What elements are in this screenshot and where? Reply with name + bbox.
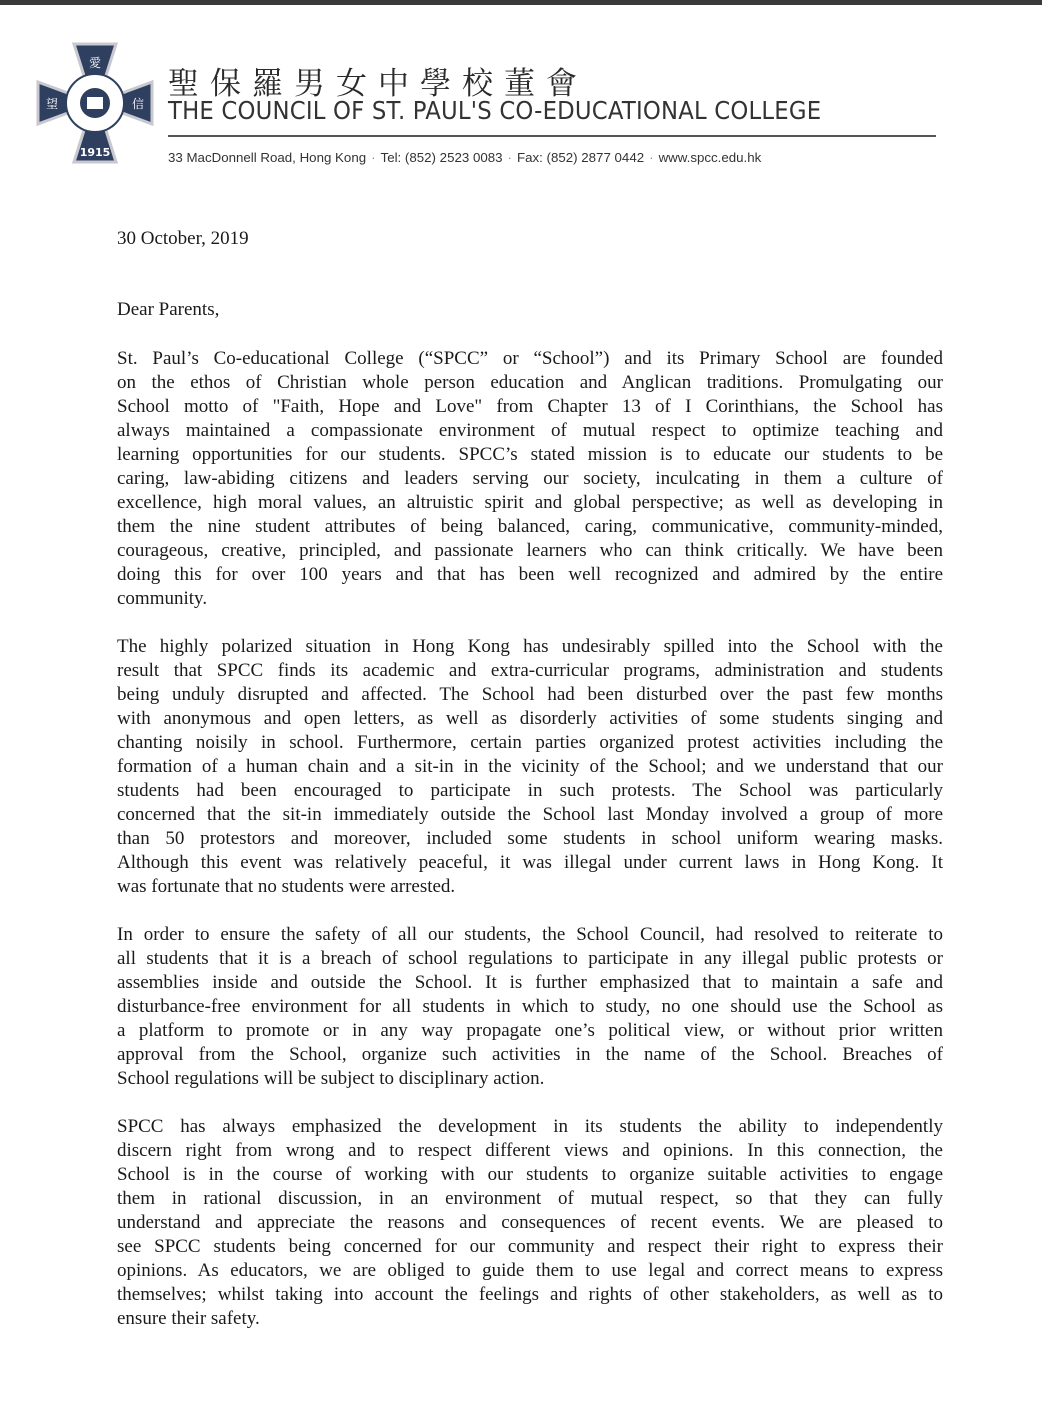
text-line: students had been encouraged to participate in such protests. The School was particularly	[117, 780, 943, 801]
svg-text:信: 信	[131, 97, 145, 111]
english-council-name: THE COUNCIL OF ST. PAUL'S CO-EDUCATIONAL COLLEGE	[168, 96, 822, 125]
text-line: being unduly disrupted and affected. The School had been disturbed over the past few months	[117, 684, 943, 705]
text-line: learning opportunities for our students. SPCC’s stated mission is to educate our students to be	[117, 444, 943, 465]
text-line: courageous, creative, principled, and passionate learners who can think critically. We have been	[117, 540, 943, 561]
text-line: caring, law-abiding citizens and leaders serving our society, inculcating in them a culture of	[117, 468, 943, 489]
text-line: was fortunate that no students were arrested.	[117, 876, 456, 897]
text-line: them in rational discussion, in an environment of mutual respect, so that they can fully	[117, 1188, 943, 1209]
chinese-council-name: 聖保羅男女中學校董會	[168, 66, 588, 102]
text-line: ensure their safety.	[117, 1308, 260, 1329]
text-line: assemblies inside and outside the School. It is further emphasized that to maintain a safe and	[117, 972, 943, 993]
text-line: School is in the course of working with our students to organize suitable activities to engage	[117, 1164, 943, 1185]
paragraph	[117, 635, 943, 899]
text-line: a platform to promote or in any way propagate one’s political view, or without prior written	[117, 1020, 943, 1041]
text-line: School regulations will be subject to disciplinary action.	[117, 1068, 545, 1089]
text-line: them the nine student attributes of being balanced, caring, communicative, community-minded,	[117, 516, 943, 537]
text-line: chanting noisily in school. Furthermore, certain parties organized protest activities including the	[117, 732, 943, 753]
text-line: doing this for over 100 years and that has been well recognized and admired by the entire	[117, 564, 943, 585]
address: 33 MacDonnell Road, Hong Kong	[168, 150, 367, 165]
school-crest-logo	[36, 42, 154, 164]
text-line: always maintained a compassionate environment of mutual respect to optimize teaching and	[117, 420, 943, 441]
paragraph	[117, 1115, 943, 1331]
svg-text:1915: 1915	[79, 146, 111, 159]
text-line: SPCC has always emphasized the development in its students the ability to independently	[117, 1116, 943, 1137]
text-line: disturbance-free environment for all students in which to study, no one should use the School as	[117, 996, 943, 1017]
website: www.spcc.edu.hk	[658, 150, 762, 165]
top-border	[0, 0, 1042, 5]
text-line: The highly polarized situation in Hong Kong has undesirably spilled into the School with the	[117, 636, 943, 657]
text-line: St. Paul’s Co-educational College (“SPCC” or “School”) and its Primary School are founded	[117, 348, 943, 369]
text-line: approval from the School, organize such activities in the name of the School. Breaches of	[117, 1044, 943, 1065]
letter-body	[117, 347, 943, 1355]
text-line: themselves; whilst taking into account the feelings and rights of other stakeholders, as well as to	[117, 1284, 943, 1305]
text-line: with anonymous and open letters, as well as disorderly activities of some students singing and	[117, 708, 943, 729]
text-line: School motto of "Faith, Hope and Love" from Chapter 13 of I Corinthians, the School has	[117, 396, 943, 417]
text-line: concerned that the sit-in immediately outside the School last Monday involved a group of more	[117, 804, 943, 825]
text-line: opinions. As educators, we are obliged to guide them to use legal and correct means to express	[117, 1260, 943, 1281]
text-line: see SPCC students being concerned for our community and respect their right to express their	[117, 1236, 943, 1257]
text-line: Although this event was relatively peaceful, it was illegal under current laws in Hong Kong. It	[117, 852, 943, 873]
paragraph	[117, 347, 943, 611]
letter-date: 30 October, 2019	[117, 228, 249, 249]
text-line: formation of a human chain and a sit-in in the vicinity of the School; and we understand that our	[117, 756, 943, 777]
text-line: all students that it is a breach of school regulations to participate in any illegal public protests or	[117, 948, 943, 969]
text-line: discern right from wrong and to respect different views and opinions. In this connection, the	[117, 1140, 943, 1161]
telephone: Tel: (852) 2523 0083	[380, 150, 503, 165]
text-line: In order to ensure the safety of all our students, the School Council, had resolved to reiterate to	[117, 924, 943, 945]
header-divider	[168, 135, 936, 137]
svg-text:望: 望	[45, 97, 59, 111]
contact-line: 33 MacDonnell Road, Hong Kong · Tel: (852) 2523 0083 · Fax: (852) 2877 0442 · www.spcc.edu.hk	[168, 150, 762, 165]
paragraph	[117, 923, 943, 1091]
text-line: than 50 protestors and moreover, included some students in school uniform wearing masks.	[117, 828, 943, 849]
salutation: Dear Parents,	[117, 299, 220, 320]
fax: Fax: (852) 2877 0442	[516, 150, 645, 165]
text-line: understand and appreciate the reasons and consequences of recent events. We are pleased to	[117, 1212, 943, 1233]
text-line: community.	[117, 588, 208, 609]
svg-text:愛: 愛	[88, 56, 102, 70]
text-line: result that SPCC finds its academic and extra-curricular programs, administration and students	[117, 660, 943, 681]
text-line: excellence, high moral values, an altruistic spirit and global perspective; as well as developing in	[117, 492, 943, 513]
text-line: on the ethos of Christian whole person education and Anglican traditions. Promulgating our	[117, 372, 943, 393]
